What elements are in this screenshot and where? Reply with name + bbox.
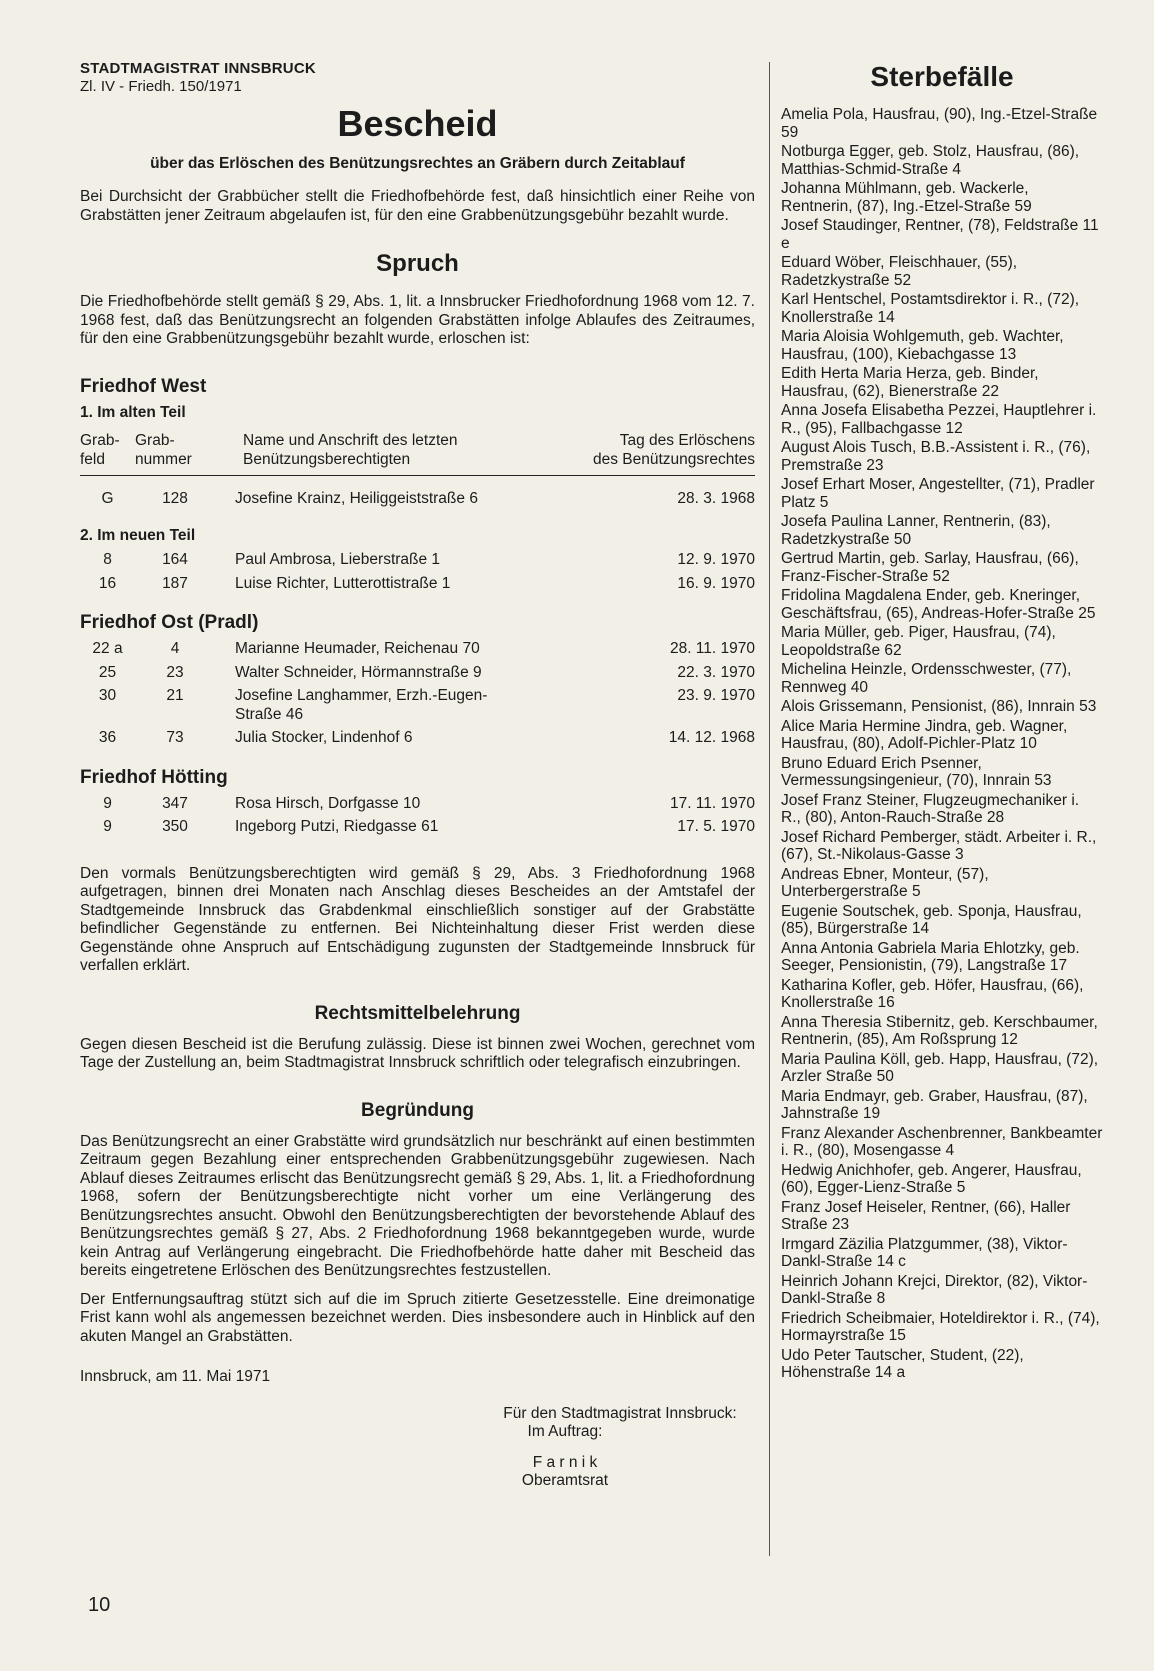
- cell-name: Walter Schneider, Hörmannstraße 9: [235, 663, 482, 681]
- death-notice-entry: August Alois Tusch, B.B.-Assistent i. R., (76), Premstraße 23: [781, 439, 1091, 474]
- cell-feld: 8: [103, 551, 112, 568]
- intro-paragraph: Bei Durchsicht der Grabbücher stellt die Friedhofbehörde fest, daß hinsichtlich einer Reihe von Grabstätten jener Zeitraum abgelaufen ist, für den eine Grabbenützungsgebühr bezahlt wurde.: [80, 188, 755, 224]
- hoetting-rows: [80, 795, 755, 837]
- death-notice-entry: Gertrud Martin, geb. Sarlay, Hausfrau, (66), Franz-Fischer-Straße 52: [781, 550, 1079, 585]
- sterbefaelle-title: Sterbefälle: [870, 61, 1014, 92]
- cell-nummer: 128: [162, 489, 188, 507]
- begruendung-paragraph-2: Der Entfernungsauftrag stützt sich auf die im Spruch zitierte Gesetzesstelle. Eine dreimonatige Frist kann wohl als angemessen bezeichnet werden. Dies insbesondere auch in Hinblick auf den akuten Mangel an Grabstätten.: [80, 1290, 755, 1345]
- rechtsmittel-heading: Rechtsmittelbelehrung: [314, 1002, 521, 1024]
- table-row: [80, 729, 755, 748]
- cell-feld: 36: [98, 729, 117, 746]
- death-notice-entry: Josef Richard Pemberger, städt. Arbeiter i. R., (67), St.-Nikolaus-Gasse 3: [781, 828, 1097, 863]
- table-row: [80, 551, 755, 570]
- death-notice-entry: Maria Aloisia Wohlgemuth, geb. Wachter, Hausfrau, (100), Kiebachgasse 13: [781, 328, 1064, 363]
- cell-nummer: 23: [166, 663, 184, 681]
- cell-feld: 30: [98, 687, 117, 704]
- table-row: [80, 795, 755, 814]
- cell-date: 17. 5. 1970: [677, 818, 755, 835]
- rechtsmittel-paragraph: Gegen diesen Bescheid ist die Berufung zulässig. Diese ist binnen zwei Wochen, gerechnet vom Tage der Zustellung an, beim Stadtmagistrat Innsbruck schriftlich oder telegrafisch einzubringen.: [80, 1035, 755, 1071]
- west-part1-heading: 1. Im alten Teil: [80, 403, 186, 421]
- cell-nummer: 21: [166, 687, 184, 704]
- cell-nummer: 350: [162, 818, 188, 835]
- sterbefaelle-list: [781, 106, 1103, 1382]
- spruch-heading: Spruch: [376, 250, 459, 277]
- friedhof-west-heading: Friedhof West: [80, 375, 207, 397]
- death-notice-entry: Udo Peter Tautscher, Student, (22), Höhenstraße 14 a: [781, 1346, 1024, 1381]
- ost-rows: [80, 640, 755, 748]
- cell-date: 22. 3. 1970: [677, 663, 755, 681]
- cell-date: 17. 11. 1970: [669, 794, 755, 812]
- death-notice-entry: Friedrich Scheibmaier, Hoteldirektor i. R., (74), Hormayrstraße 15: [781, 1309, 1100, 1344]
- cell-name: Rosa Hirsch, Dorfgasse 10: [235, 794, 421, 812]
- header-date: Tag des Erlöschens des Benützungsrechtes: [593, 431, 755, 468]
- cell-name: Luise Richter, Lutterottistraße 1: [235, 574, 451, 592]
- table-row: [80, 818, 755, 837]
- death-notice-entry: Eduard Wöber, Fleischhauer, (55), Radetzkystraße 52: [781, 254, 1018, 289]
- cell-nummer: 73: [166, 729, 184, 746]
- death-notice-entry: Edith Herta Maria Herza, geb. Binder, Hausfrau, (62), Bienerstraße 22: [781, 365, 1039, 400]
- death-notice-entry: Fridolina Magdalena Ender, geb. Kneringer, Geschäftsfrau, (65), Andreas-Hofer-Straße 25: [781, 587, 1096, 622]
- cell-name: Ingeborg Putzi, Riedgasse 61: [235, 818, 439, 835]
- place-date: Innsbruck, am 11. Mai 1971: [80, 1368, 271, 1385]
- cell-date: 14. 12. 1968: [668, 729, 755, 746]
- cell-feld: 9: [103, 794, 112, 812]
- death-notice-entry: Josef Erhart Moser, Angestellter, (71), Pradler Platz 5: [781, 476, 1095, 511]
- cell-name: Marianne Heumader, Reichenau 70: [235, 640, 480, 657]
- death-notice-entry: Franz Alexander Aschenbrenner, Bankbeamter i. R., (80), Mosengasse 4: [781, 1124, 1103, 1159]
- cell-feld: 22 a: [92, 640, 123, 657]
- death-notice-entry: Maria Endmayr, geb. Graber, Hausfrau, (87), Jahnstraße 19: [781, 1087, 1088, 1122]
- page-number: 10: [88, 1594, 111, 1616]
- death-notice-entry: Josef Staudinger, Rentner, (78), Feldstraße 11 e: [781, 217, 1099, 252]
- death-notice-entry: Anna Theresia Stibernitz, geb. Kerschbaumer, Rentnerin, (85), Am Roßsprung 12: [781, 1013, 1098, 1048]
- table-row: [80, 664, 755, 683]
- west-part2-rows: [80, 551, 755, 593]
- issuing-authority: STADTMAGISTRAT INNSBRUCK: [80, 60, 316, 77]
- death-notice-entry: Alois Grissemann, Pensionist, (86), Innrain 53: [781, 698, 1097, 715]
- cell-nummer: 187: [162, 574, 188, 592]
- bescheid-subtitle: über das Erlöschen des Benützungsrechtes an Gräbern durch Zeitablauf: [150, 155, 685, 172]
- cell-date: 28. 3. 1968: [677, 489, 755, 507]
- reference-number: Zl. IV - Friedh. 150/1971: [80, 78, 242, 95]
- cell-date: 23. 9. 1970: [677, 687, 755, 704]
- begruendung-paragraph-1: Das Benützungsrecht an einer Grabstätte wird grundsätzlich nur beschränkt auf einen bestimmten Zeitraum gegen Bezahlung einer entsprechenden Grabbenützungsgebühr zugewiesen. Nach Ablauf dieses Zeitraumes erlischt das Benützungsrecht gemäß § 29, Abs. 1, lit. a Friedhofordnung 1968, sofern der Benützungsberechtigte nicht vorher um eine Verlängerung des Benützungsrechtes ansucht. Obwohl den Benützungsberechtigten der bevorstehende Ablauf des Benützungsrechtes gemäß § 27, Abs. 2 Friedhofordnung 1968 bekanntgegeben wurde, wurde kein Antrag auf Verlängerung eingebracht. Die Friedhofbehörde hatte daher mit Bescheid das bereits eingetretene Erlöschen des Benützungsrechtes festzustellen.: [80, 1132, 755, 1279]
- begruendung-heading: Begründung: [361, 1099, 474, 1121]
- death-notice-entry: Heinrich Johann Krejci, Direktor, (82), Viktor-Dankl-Straße 8: [781, 1272, 1088, 1307]
- death-notice-entry: Johanna Mühlmann, geb. Wackerle, Rentnerin, (87), Ing.-Etzel-Straße 59: [781, 180, 1032, 215]
- cell-name: Julia Stocker, Lindenhof 6: [235, 729, 413, 746]
- cell-date: 28. 11. 1970: [669, 640, 755, 657]
- bescheid-column: [80, 60, 755, 1491]
- death-notice-entry: Maria Paulina Köll, geb. Happ, Hausfrau, (72), Arzler Straße 50: [781, 1050, 1099, 1085]
- death-notice-entry: Notburga Egger, geb. Stolz, Hausfrau, (86), Matthias-Schmid-Straße 4: [781, 143, 1080, 178]
- death-notice-entry: Michelina Heinzle, Ordensschwester, (77), Rennweg 40: [781, 661, 1072, 696]
- cell-date: 16. 9. 1970: [677, 574, 755, 592]
- death-notice-entry: Alice Maria Hermine Jindra, geb. Wagner, Hausfrau, (80), Adolf-Pichler-Platz 10: [781, 717, 1068, 752]
- cell-feld: G: [101, 489, 114, 507]
- removal-order-paragraph: Den vormals Benützungsberechtigten wird gemäß § 29, Abs. 3 Friedhofordnung 1968 aufgetragen, binnen drei Monaten nach Anschlag dieses Bescheides an der Amtstafel der Stadtgemeinde Innsbruck das Grabdenkmal einschließlich sonstiger auf der Grabstätte befindlicher Gegenstände zu entfernen. Bei Nichteinhaltung dieser Frist werden diese Gegenstände ohne Anspruch auf Entschädigung zugunsten der Stadtgemeinde Innsbruck für verfallen erklärt.: [80, 864, 755, 974]
- west-part1-rows: [80, 490, 755, 509]
- death-notice-entry: Anna Josefa Elisabetha Pezzei, Hauptlehrer i. R., (95), Fallbachgasse 12: [781, 402, 1097, 437]
- death-notice-entry: Bruno Eduard Erich Psenner, Vermessungsingenieur, (70), Innrain 53: [781, 754, 1052, 789]
- west-part2-heading: 2. Im neuen Teil: [80, 527, 196, 544]
- death-notice-entry: Hedwig Anichhofer, geb. Angerer, Hausfrau, (60), Egger-Lienz-Straße 5: [781, 1161, 1082, 1196]
- header-name: Name und Anschrift des letzten Benützungsberechtigten: [243, 431, 458, 468]
- death-notice-entry: Amelia Pola, Hausfrau, (90), Ing.-Etzel-Straße 59: [781, 106, 1098, 141]
- death-notice-entry: Josefa Paulina Lanner, Rentnerin, (83), Radetzkystraße 50: [781, 513, 1051, 548]
- death-notice-entry: Irmgard Zäzilia Platzgummer, (38), Viktor-Dankl-Straße 14 c: [781, 1235, 1068, 1270]
- death-notice-entry: Maria Müller, geb. Piger, Hausfrau, (74), Leopoldstraße 62: [781, 624, 1056, 659]
- cell-feld: 25: [98, 663, 117, 681]
- cell-date: 12. 9. 1970: [677, 551, 755, 568]
- spruch-paragraph: Die Friedhofbehörde stellt gemäß § 29, Abs. 1, lit. a Innsbrucker Friedhofordnung 1968 vom 12. 7. 1968 fest, daß das Benützungsrecht an folgenden Grabstätten infolge Ablaufes des Zeitraumes, für den eine Grabbenützungsgebühr bezahlt wurde, erloschen ist:: [80, 293, 755, 347]
- death-notice-entry: Karl Hentschel, Postamtsdirektor i. R., (72), Knollerstraße 14: [781, 291, 1080, 326]
- cell-feld: 16: [98, 574, 117, 592]
- death-notice-entry: Josef Franz Steiner, Flugzeugmechaniker i. R., (80), Anton-Rauch-Straße 28: [781, 791, 1080, 826]
- death-notice-entry: Eugenie Soutschek, geb. Sponja, Hausfrau, (85), Bürgerstraße 14: [781, 902, 1082, 937]
- cell-nummer: 164: [162, 551, 188, 568]
- signature-line-1: Für den Stadtmagistrat Innsbruck:: [503, 1404, 737, 1422]
- table-header: [80, 431, 755, 476]
- signature-line-2: Im Auftrag:: [527, 1423, 603, 1440]
- table-row: [80, 640, 755, 659]
- death-notice-entry: Andreas Ebner, Monteur, (57), Unterbergerstraße 5: [781, 865, 989, 900]
- cell-name: Paul Ambrosa, Lieberstraße 1: [235, 551, 441, 568]
- sterbefaelle-column: [781, 60, 1103, 1384]
- friedhof-hoetting-heading: Friedhof Hötting: [80, 766, 228, 788]
- friedhof-ost-heading: Friedhof Ost (Pradl): [80, 612, 259, 633]
- cell-nummer: 347: [162, 794, 188, 812]
- header-grabfeld: Grab- feld: [80, 431, 120, 468]
- signature-block: [475, 1405, 765, 1491]
- death-notice-entry: Anna Antonia Gabriela Maria Ehlotzky, geb. Seeger, Pensionistin, (79), Langstraße 17: [781, 939, 1080, 974]
- table-row: [80, 575, 755, 594]
- death-notice-entry: Katharina Kofler, geb. Höfer, Hausfrau, (66), Knollerstraße 16: [781, 976, 1084, 1011]
- cell-name: Josefine Langhammer, Erzh.-Eugen-Straße 46: [235, 687, 488, 723]
- table-row: [80, 687, 755, 724]
- table-row: [80, 490, 755, 509]
- cell-nummer: 4: [170, 640, 180, 657]
- cell-feld: 9: [103, 818, 112, 835]
- column-divider: [769, 62, 770, 1556]
- signature-title: Oberamtsrat: [521, 1472, 609, 1489]
- signature-name: F a r n i k: [532, 1453, 598, 1471]
- header-grabnummer: Grab- nummer: [135, 431, 192, 468]
- cell-name: Josefine Krainz, Heiliggeiststraße 6: [235, 489, 478, 507]
- bescheid-title: Bescheid: [337, 103, 498, 144]
- death-notice-entry: Franz Josef Heiseler, Rentner, (66), Haller Straße 23: [781, 1198, 1071, 1233]
